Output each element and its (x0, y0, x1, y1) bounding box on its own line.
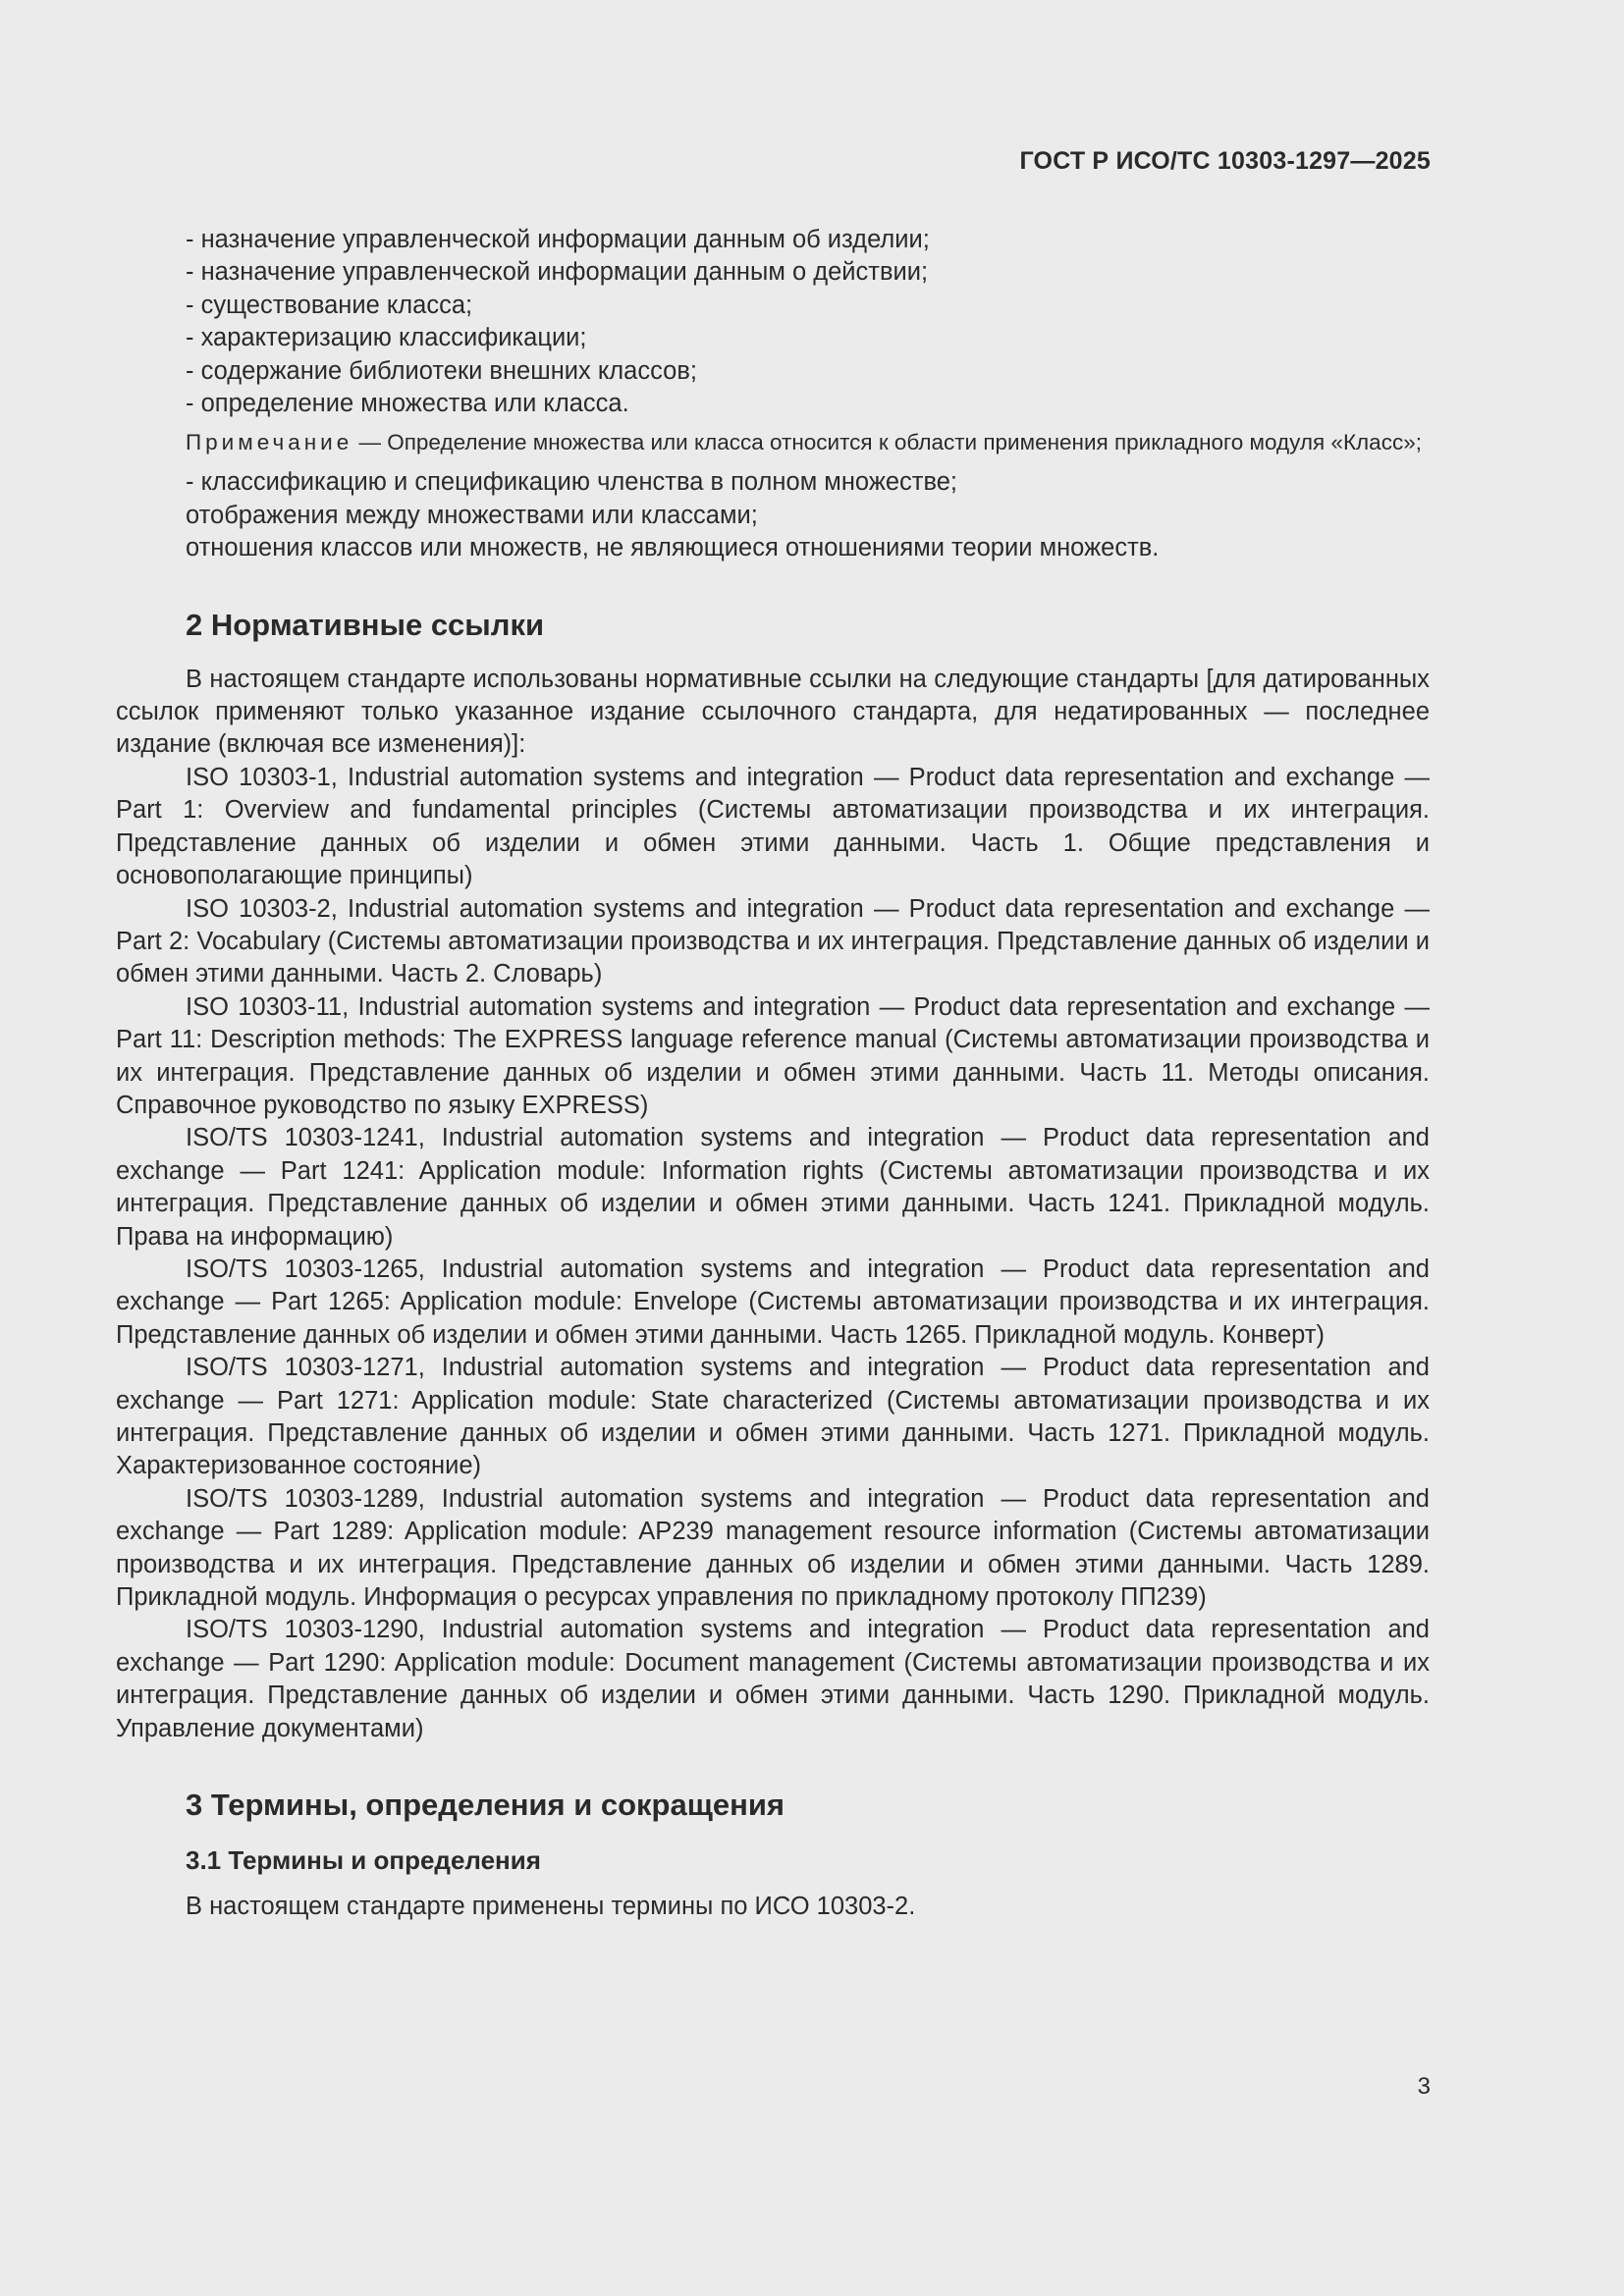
section-2-intro: В настоящем стандарте использованы нормативные ссылки на следующие стандарты [для датированных ссылок применяют только указанное издание ссылочного стандарта, для недатированных — последнее издание (включая все изменения)]: (116, 665, 1430, 759)
list-item: - существование класса; (186, 291, 473, 319)
section-3-1-heading: 3.1 Термины и определения (186, 1845, 541, 1876)
note-label: Примечание (186, 430, 353, 455)
note (116, 428, 1430, 456)
section-2-heading: 2 Нормативные ссылки (186, 607, 545, 642)
list-item: - определение множества или класса. (186, 390, 629, 418)
list-item: - классификацию и спецификацию членства в полном множестве; (186, 468, 958, 497)
reference-entry: ISO/TS 10303-1241, Industrial automation systems and integration — Product data representation and exchange — Part 1241: Application module: Information rights (Системы автоматизации производства и их интеграция. Представление данных об изделии и обмен этими данными. Часть 1241. Прикладной модуль. Права на информацию) (116, 1124, 1430, 1251)
section-3-heading: 3 Термины, определения и сокращения (186, 1788, 785, 1823)
reference-entry: ISO/TS 10303-1265, Industrial automation systems and integration — Product data representation and exchange — Part 1265: Application module: Envelope (Системы автоматизации производства и их интеграция. Представление данных об изделии и обмен этими данными. Часть 1265. Прикладной модуль. Конверт) (116, 1255, 1430, 1349)
list-item: - содержание библиотеки внешних классов; (186, 356, 697, 385)
after-note-list (116, 466, 1430, 564)
intro-list (116, 224, 1430, 420)
list-item: - назначение управленческой информации данным об изделии; (186, 226, 930, 253)
reference-entry: ISO 10303-2, Industrial automation systems and integration — Product data representation and exchange — Part 2: Vocabulary (Системы автоматизации производства и их интеграция. Представление данных об изделии и обмен этими данными. Часть 2. Словарь) (116, 894, 1430, 988)
reference-entry: ISO/TS 10303-1271, Industrial automation systems and integration — Product data representation and exchange — Part 1271: Application module: State characterized (Системы автоматизации производства и их интеграция. Представление данных об изделии и обмен этими данными. Часть 1271. Прикладной модуль. Характеризованное состояние) (116, 1354, 1430, 1480)
document-header-title: ГОСТ Р ИСО/ТС 10303-1297—2025 (1019, 147, 1431, 175)
note-text: — Определение множества или класса относится к области применения прикладного модуля «Класс»; (352, 430, 1422, 455)
reference-entry: ISO 10303-1, Industrial automation systems and integration — Product data representation and exchange — Part 1: Overview and fundamental principles (Системы автоматизации производства и их интеграция. Представление данных об изделии и обмен этими данными. Часть 1. Общие представления и основополагающие принципы) (116, 763, 1430, 890)
list-item: отображения между множествами или классами; (186, 501, 758, 529)
list-item: - характеризацию классификации; (186, 324, 587, 352)
list-item: - назначение управленческой информации данным о действии; (186, 258, 929, 287)
page-number: 3 (1417, 2073, 1431, 2100)
reference-entry: ISO/TS 10303-1289, Industrial automation systems and integration — Product data representation and exchange — Part 1289: Application module: AP239 management resource information (Системы автоматизации производства и их интеграция. Представление данных об изделии и обмен этими данными. Часть 1289. Прикладной модуль. Информация о ресурсах управления по прикладному протоколу ПП239) (116, 1484, 1430, 1612)
list-item: отношения классов или множеств, не являющиеся отношениями теории множеств. (186, 534, 1160, 562)
reference-entry: ISO/TS 10303-1290, Industrial automation systems and integration — Product data representation and exchange — Part 1290: Application module: Document management (Системы автоматизации производства и их интеграция. Представление данных об изделии и обмен этими данными. Часть 1290. Прикладной модуль. Управление документами) (116, 1616, 1430, 1742)
section-3-1-text: В настоящем стандарте применены термины по ИСО 10303-2. (186, 1893, 916, 1921)
page-content (116, 224, 1430, 1923)
reference-entry: ISO 10303-11, Industrial automation systems and integration — Product data representation and exchange — Part 11: Description methods: The EXPRESS language reference manual (Системы автоматизации производства и их интеграция. Представление данных об изделии и обмен этими данными. Часть 11. Методы описания. Справочное руководство по языку EXPRESS) (116, 992, 1430, 1119)
normative-references (116, 762, 1430, 1745)
